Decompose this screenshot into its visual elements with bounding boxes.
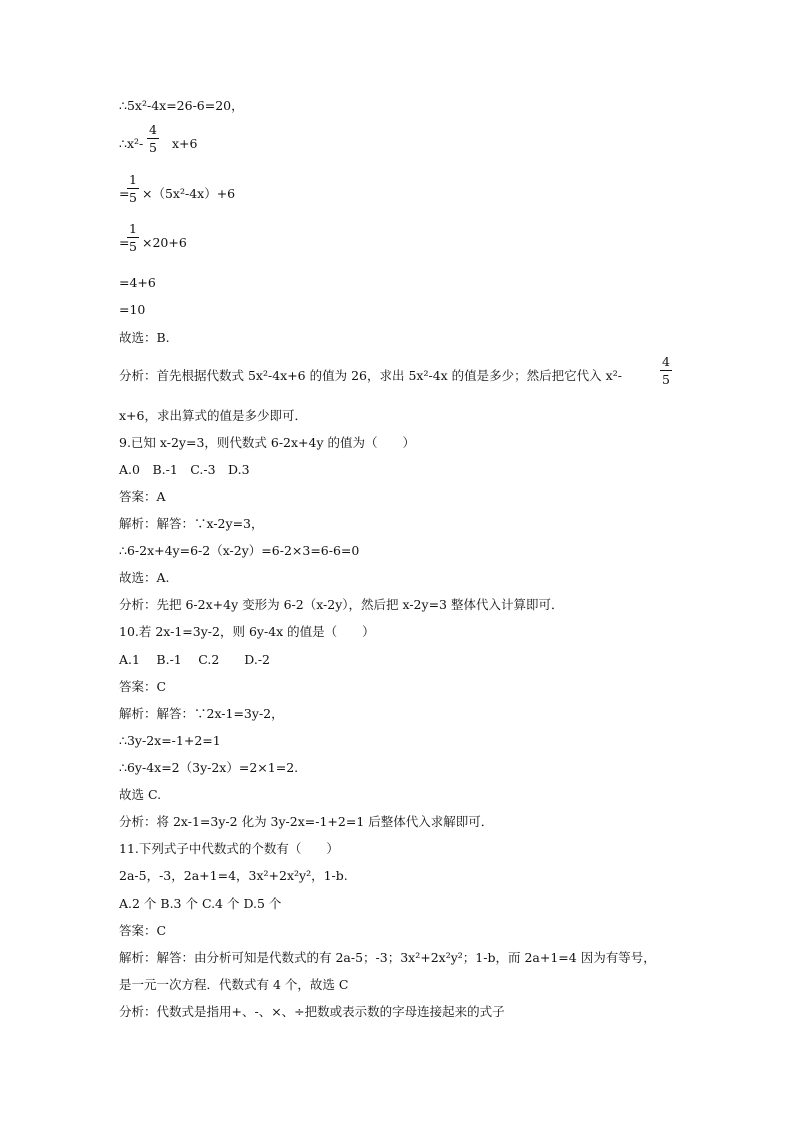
- text-line: x+6，求出算式的值是多少即可．: [119, 408, 307, 423]
- fraction-numerator: 1: [129, 172, 137, 187]
- question-10: 10.若 2x-1=3y-2，则 6y-4x 的值是（ ）: [119, 624, 375, 639]
- fraction-numerator: 4: [149, 122, 157, 137]
- text-line: =10: [119, 302, 146, 317]
- question-10-solution: 解析：解答：∵2x-1=3y-2，: [119, 706, 284, 721]
- question-10-options: A.1 B.-1 C.2 D.-2: [119, 652, 271, 667]
- question-10-solution: ∴3y-2x=-1+2=1: [119, 733, 221, 748]
- text-line: =: [119, 186, 130, 201]
- question-11: 11.下列式子中代数式的个数有（ ）: [119, 841, 339, 856]
- question-11-answer: 答案：C: [119, 923, 167, 938]
- text-line: 分析：首先根据代数式 5x²-4x+6 的值为 26，求出 5x²-4x 的值是多少；然后把它代入 x²-: [119, 368, 622, 383]
- question-9: 9.已知 x-2y=3，则代数式 6-2x+4y 的值为（ ）: [119, 435, 416, 450]
- question-10-choice: 故选 C.: [119, 787, 162, 802]
- fraction: [660, 354, 672, 387]
- text-line: =: [119, 235, 130, 250]
- question-9-options: A.0 B.-1 C.-3 D.3: [119, 462, 250, 477]
- question-11-expressions: 2a-5，-3，2a+1=4，3x²+2x²y²，1-b.: [119, 868, 348, 883]
- question-9-solution: ∴6-2x+4y=6-2（x-2y）=6-2×3=6-6=0: [119, 543, 360, 558]
- fraction-bar: [127, 237, 139, 238]
- text-line: x+6: [172, 136, 198, 151]
- fraction-denominator: 5: [662, 372, 670, 387]
- question-11-analysis: 分析：代数式是指用+、-、×、÷把数或表示数的字母连接起来的式子: [119, 1004, 505, 1019]
- fraction: [127, 172, 139, 205]
- question-10-answer: 答案：C: [119, 679, 167, 694]
- fraction-denominator: 5: [129, 190, 137, 205]
- question-9-solution: 解析：解答：∵x-2y=3，: [119, 516, 264, 531]
- fraction-numerator: 4: [662, 354, 670, 369]
- question-9-choice: 故选：A.: [119, 570, 170, 585]
- question-10-solution: ∴6y-4x=2（3y-2x）=2×1=2.: [119, 760, 299, 775]
- question-11-solution: 解析：解答：由分析可知是代数式的有 2a-5；-3；3x²+2x²y²；1-b，而 2a+1=4 因为有等号，: [119, 950, 656, 965]
- question-10-analysis: 分析：将 2x-1=3y-2 化为 3y-2x=-1+2=1 后整体代入求解即可．: [119, 814, 494, 829]
- fraction-bar: [660, 370, 672, 371]
- text-line: ∴5x²-4x=26-6=20，: [119, 98, 244, 113]
- text-line: ∴x²-: [119, 136, 144, 151]
- fraction-denominator: 5: [129, 239, 137, 254]
- text-line: ×20+6: [142, 235, 187, 250]
- question-9-analysis: 分析：先把 6-2x+4y 变形为 6-2（x-2y），然后把 x-2y=3 整体代入计算即可．: [119, 597, 564, 612]
- fraction: [127, 221, 139, 254]
- text-line: =4+6: [119, 275, 156, 290]
- question-11-solution: 是一元一次方程．代数式有 4 个，故选 C: [119, 977, 349, 992]
- fraction-bar: [127, 188, 139, 189]
- fraction-denominator: 5: [149, 140, 157, 155]
- question-9-answer: 答案：A: [119, 489, 166, 504]
- fraction-bar: [147, 138, 159, 139]
- fraction-numerator: 1: [129, 221, 137, 236]
- text-line: ×（5x²-4x）+6: [142, 186, 236, 201]
- question-11-options: A.2 个 B.3 个 C.4 个 D.5 个: [119, 896, 282, 911]
- fraction: [147, 122, 159, 155]
- text-line: 故选：B.: [119, 330, 170, 345]
